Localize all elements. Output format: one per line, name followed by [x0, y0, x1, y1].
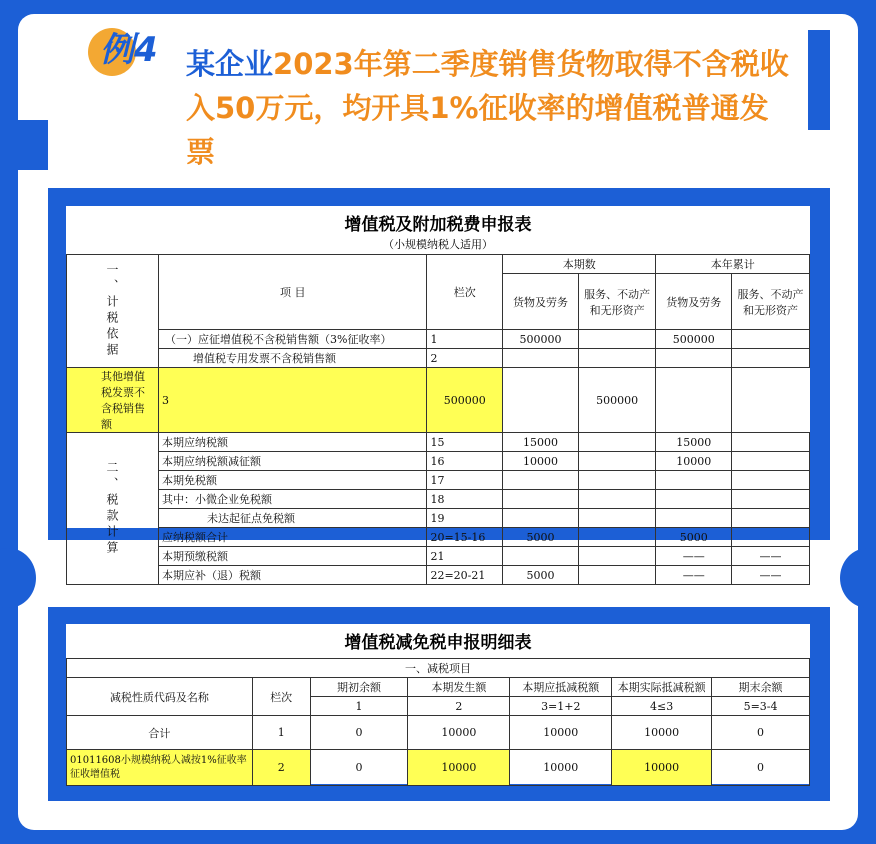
row-item: 未达起征点免税额	[159, 509, 427, 528]
row-item: 本期预缴税额	[159, 547, 427, 566]
relief-table	[66, 658, 810, 786]
table-row	[67, 547, 810, 566]
row-item: 增值税专用发票不含税销售额	[159, 349, 427, 368]
table-row	[67, 509, 810, 528]
row-end: 0	[712, 750, 810, 786]
row-col: 2	[427, 349, 503, 368]
header-code: 减税性质代码及名称	[67, 678, 253, 716]
row-ytd-serv	[732, 330, 810, 349]
row-item: 本期应纳税额减征额	[159, 452, 427, 471]
row-ytd-serv	[732, 452, 810, 471]
row-ytd-serv	[732, 490, 810, 509]
row-ytd-goods	[656, 490, 732, 509]
row-ytd-goods	[656, 349, 732, 368]
row-col: 22=20-21	[427, 566, 503, 585]
row-item: 其中：小微企业免税额	[159, 490, 427, 509]
row-name: 合计	[67, 716, 253, 750]
row-cur-serv	[503, 368, 579, 433]
row-col: 3	[159, 368, 427, 433]
decor-bar-right	[808, 30, 830, 130]
header-ytd: 本年累计	[656, 255, 810, 274]
row-cur-goods	[503, 509, 579, 528]
headline-text: 2023年第二季度销售货物取得不含税收入50万元，均开具1%征收率的增值税普通发票	[186, 47, 789, 169]
table-row	[67, 750, 810, 786]
row-col: 20=15-16	[427, 528, 503, 547]
row-item: 其他增值税发票不含税销售额	[67, 368, 159, 433]
section-calc: 二、税款计算	[67, 433, 159, 585]
table-row	[67, 471, 810, 490]
header-goods-ytd: 货物及劳务	[656, 274, 732, 330]
row-col: 17	[427, 471, 503, 490]
row-open: 0	[310, 716, 408, 750]
row-occ: 10000	[408, 750, 510, 786]
table-row	[67, 368, 810, 433]
header-ending: 期末余额	[712, 678, 810, 697]
row-cur-goods	[503, 490, 579, 509]
header-due: 本期应抵减税额	[510, 678, 612, 697]
table-row	[67, 452, 810, 471]
row-ytd-goods	[656, 509, 732, 528]
row-col: 1	[427, 330, 503, 349]
vat-return-table	[66, 254, 810, 585]
table-row	[67, 433, 810, 452]
row-item: 本期免税额	[159, 471, 427, 490]
row-col: 16	[427, 452, 503, 471]
headline-subject: 某企业	[186, 47, 274, 81]
row-cur-serv	[578, 528, 656, 547]
row-item: 本期应补（退）税额	[159, 566, 427, 585]
row-ytd-goods: 500000	[656, 330, 732, 349]
row-item: （一）应征增值税不含税销售额（3%征收率）	[159, 330, 427, 349]
row-cur-goods	[503, 471, 579, 490]
relief-section: 一、减税项目	[67, 659, 810, 678]
relief-title: 增值税减免税申报明细表	[344, 633, 532, 653]
row-ytd-serv	[732, 433, 810, 452]
row-col: 15	[427, 433, 503, 452]
row-col: 1	[252, 716, 310, 750]
row-cur-goods: 5000	[503, 566, 579, 585]
example-label: 例4	[100, 30, 158, 70]
row-ytd-serv: ——	[732, 547, 810, 566]
relief-sheet	[66, 624, 810, 784]
table-row	[67, 490, 810, 509]
table-row	[67, 716, 810, 750]
num-ending: 5=3-4	[712, 697, 810, 716]
row-cur-serv	[578, 490, 656, 509]
row-item: 本期应纳税额	[159, 433, 427, 452]
headline	[186, 42, 796, 174]
row-cur-goods: 15000	[503, 433, 579, 452]
header-opening: 期初余额	[310, 678, 408, 697]
header-occurred: 本期发生额	[408, 678, 510, 697]
row-cur-goods: 10000	[503, 452, 579, 471]
row-ytd-serv	[732, 528, 810, 547]
row-cur-goods	[503, 547, 579, 566]
header-column: 栏次	[252, 678, 310, 716]
row-cur-goods	[503, 349, 579, 368]
row-ytd-goods: 15000	[656, 433, 732, 452]
row-ytd-goods: ——	[656, 566, 732, 585]
row-col: 19	[427, 509, 503, 528]
vat-return-subtitle: （小规模纳税人适用）	[383, 238, 493, 251]
row-col: 21	[427, 547, 503, 566]
header-services: 服务、不动产和无形资产	[578, 274, 656, 330]
row-end: 0	[712, 716, 810, 750]
header-services-ytd: 服务、不动产和无形资产	[732, 274, 810, 330]
row-cur-goods: 5000	[503, 528, 579, 547]
table-row	[67, 349, 810, 368]
header-current: 本期数	[503, 255, 656, 274]
row-cur-serv	[578, 471, 656, 490]
row-item: 应纳税额合计	[159, 528, 427, 547]
row-due: 10000	[510, 716, 612, 750]
vat-return-title: 增值税及附加税费申报表	[344, 215, 532, 235]
table-row	[67, 330, 810, 349]
row-ytd-goods: 10000	[656, 452, 732, 471]
row-occ: 10000	[408, 716, 510, 750]
row-open: 0	[310, 750, 408, 786]
row-ytd-serv	[732, 349, 810, 368]
table-row	[67, 566, 810, 585]
row-cur-serv	[578, 452, 656, 471]
row-ytd-goods: 5000	[656, 528, 732, 547]
vat-return-sheet	[66, 206, 810, 582]
row-ytd-goods: ——	[656, 547, 732, 566]
header-actual: 本期实际抵减税额	[612, 678, 712, 697]
decor-bar-left	[18, 120, 48, 170]
row-name: 01011608小规模纳税人减按1%征收率征收增值税	[67, 750, 253, 786]
row-due: 10000	[510, 750, 612, 786]
row-cur-serv	[578, 330, 656, 349]
row-ytd-serv: ——	[732, 566, 810, 585]
row-act: 10000	[612, 750, 712, 786]
row-cur-serv	[578, 566, 656, 585]
row-col: 18	[427, 490, 503, 509]
row-cur-serv	[578, 509, 656, 528]
num-actual: 4≤3	[612, 697, 712, 716]
row-ytd-serv	[732, 509, 810, 528]
num-due: 3=1+2	[510, 697, 612, 716]
row-col: 2	[252, 750, 310, 786]
row-cur-serv	[578, 349, 656, 368]
header-column: 栏次	[427, 255, 503, 330]
row-cur-goods: 500000	[427, 368, 503, 433]
header-goods: 货物及劳务	[503, 274, 579, 330]
header-project: 项 目	[159, 255, 427, 330]
row-act: 10000	[612, 716, 712, 750]
num-opening: 1	[310, 697, 408, 716]
row-cur-goods: 500000	[503, 330, 579, 349]
section-basis: 一、计税依据	[67, 255, 159, 368]
row-cur-serv	[578, 433, 656, 452]
row-ytd-goods: 500000	[578, 368, 656, 433]
row-ytd-goods	[656, 471, 732, 490]
row-ytd-serv	[656, 368, 732, 433]
row-cur-serv	[578, 547, 656, 566]
table-row	[67, 528, 810, 547]
num-occurred: 2	[408, 697, 510, 716]
row-ytd-serv	[732, 471, 810, 490]
